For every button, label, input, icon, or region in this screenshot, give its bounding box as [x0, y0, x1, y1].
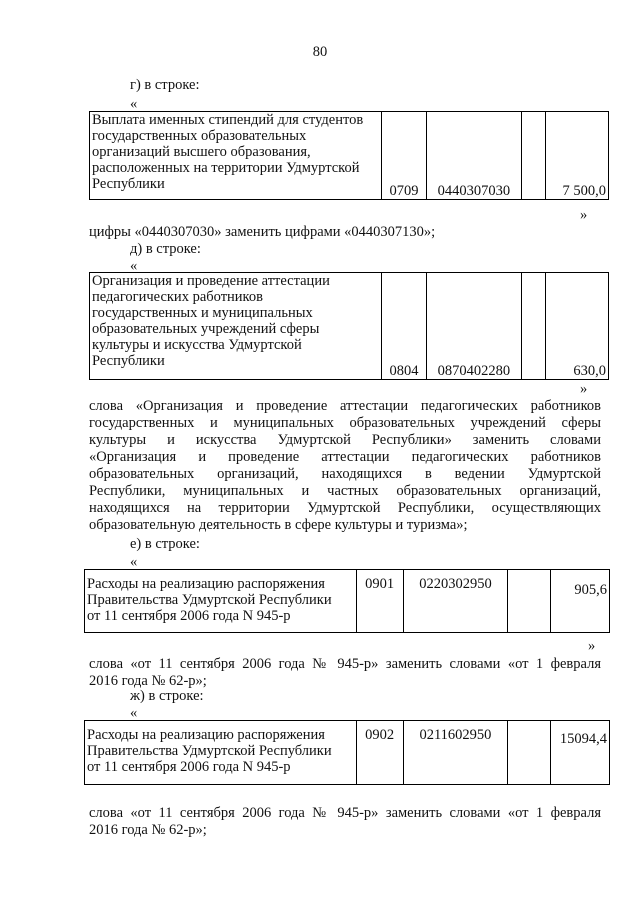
amount: 905,6: [551, 570, 610, 633]
quote-open: «: [130, 705, 138, 721]
quote-close: »: [580, 207, 588, 223]
quote-open: «: [130, 258, 138, 274]
desc-line: педагогических работников: [92, 289, 263, 305]
desc-line: от 11 сентября 2006 года N 945-р: [87, 759, 291, 775]
row-description: [90, 273, 382, 380]
quote-open: «: [130, 96, 138, 112]
desc-line: Расходы на реализацию распоряжения: [87, 727, 325, 743]
desc-line: Организация и проведение аттестации: [92, 273, 330, 289]
quote-open: «: [130, 554, 138, 570]
desc-line: Республики: [92, 353, 165, 369]
row-description: [85, 721, 357, 785]
desc-line: организаций высшего образования,: [92, 144, 311, 160]
item-d-instruction: [89, 398, 601, 534]
instruction-line: «Организация и проведение аттестации педагогических работников: [89, 449, 601, 465]
budget-row-table-d: [89, 272, 609, 380]
item-g-instruction: цифры «0440307030» заменить цифрами «0440307130»;: [89, 224, 436, 240]
desc-line: расположенных на территории Удмуртской: [92, 160, 360, 176]
desc-line: Правительства Удмуртской Республики: [87, 592, 332, 608]
desc-line: государственных и муниципальных: [92, 305, 313, 321]
instruction-line: образовательную деятельность в сфере культуры и туризма»;: [89, 517, 468, 533]
instruction-line: государственных и муниципальных образовательных учреждений сферы: [89, 415, 601, 431]
amount: 7 500,0: [546, 112, 609, 200]
row-description: [85, 570, 357, 633]
section-code: 0804: [382, 273, 427, 380]
page-number: 80: [312, 44, 328, 60]
instruction-line: Республики, муниципальных и частных образовательных организаций,: [89, 483, 601, 499]
amount: 630,0: [546, 273, 609, 380]
budget-row-table-e: [84, 569, 610, 633]
quote-close: »: [580, 381, 588, 397]
section-code: 0902: [356, 721, 403, 785]
budget-row-table-zh: [84, 720, 610, 785]
item-zh-instruction-end: 2016 года № 62-р»;: [89, 822, 207, 838]
desc-line: Выплата именных стипендий для студентов: [92, 112, 364, 128]
target-code: 0870402280: [426, 273, 521, 380]
item-g-label: г) в строке:: [130, 77, 200, 93]
target-code: 0440307030: [426, 112, 521, 200]
instruction-line: находящихся на территории Удмуртской Республики, осуществляющих: [89, 500, 601, 516]
desc-line: Республики: [92, 176, 165, 192]
desc-line: Правительства Удмуртской Республики: [87, 743, 332, 759]
target-code: 0220302950: [403, 570, 508, 633]
expense-type: [508, 570, 551, 633]
desc-line: государственных образовательных: [92, 128, 307, 144]
instruction-line: культуры и искусства Удмуртской Республики» заменить словами: [89, 432, 601, 448]
item-d-label: д) в строке:: [130, 241, 201, 257]
desc-line: культуры и искусства Удмуртской: [92, 337, 302, 353]
expense-type: [508, 721, 551, 785]
desc-line: образовательных учреждений сферы: [92, 321, 320, 337]
item-e-label: е) в строке:: [130, 536, 200, 552]
item-zh-instruction: слова «от 11 сентября 2006 года № 945-р» заменить словами «от 1 февраля: [89, 805, 601, 821]
item-zh-label: ж) в строке:: [130, 688, 204, 704]
instruction-line: образовательных организаций, находящихся в ведении Удмуртской: [89, 466, 601, 482]
amount: 15094,4: [551, 721, 610, 785]
expense-type: [521, 273, 546, 380]
desc-line: от 11 сентября 2006 года N 945-р: [87, 608, 291, 624]
expense-type: [521, 112, 546, 200]
section-code: 0709: [382, 112, 427, 200]
item-e-instruction-end: 2016 года № 62-р»;: [89, 673, 207, 689]
section-code: 0901: [356, 570, 403, 633]
row-description: [90, 112, 382, 200]
budget-row-table-g: [89, 111, 609, 200]
quote-close: »: [588, 638, 596, 654]
item-e-instruction: слова «от 11 сентября 2006 года № 945-р» заменить словами «от 1 февраля: [89, 656, 601, 672]
desc-line: Расходы на реализацию распоряжения: [87, 576, 325, 592]
target-code: 0211602950: [403, 721, 508, 785]
instruction-line: слова «Организация и проведение аттестации педагогических работников: [89, 398, 601, 414]
